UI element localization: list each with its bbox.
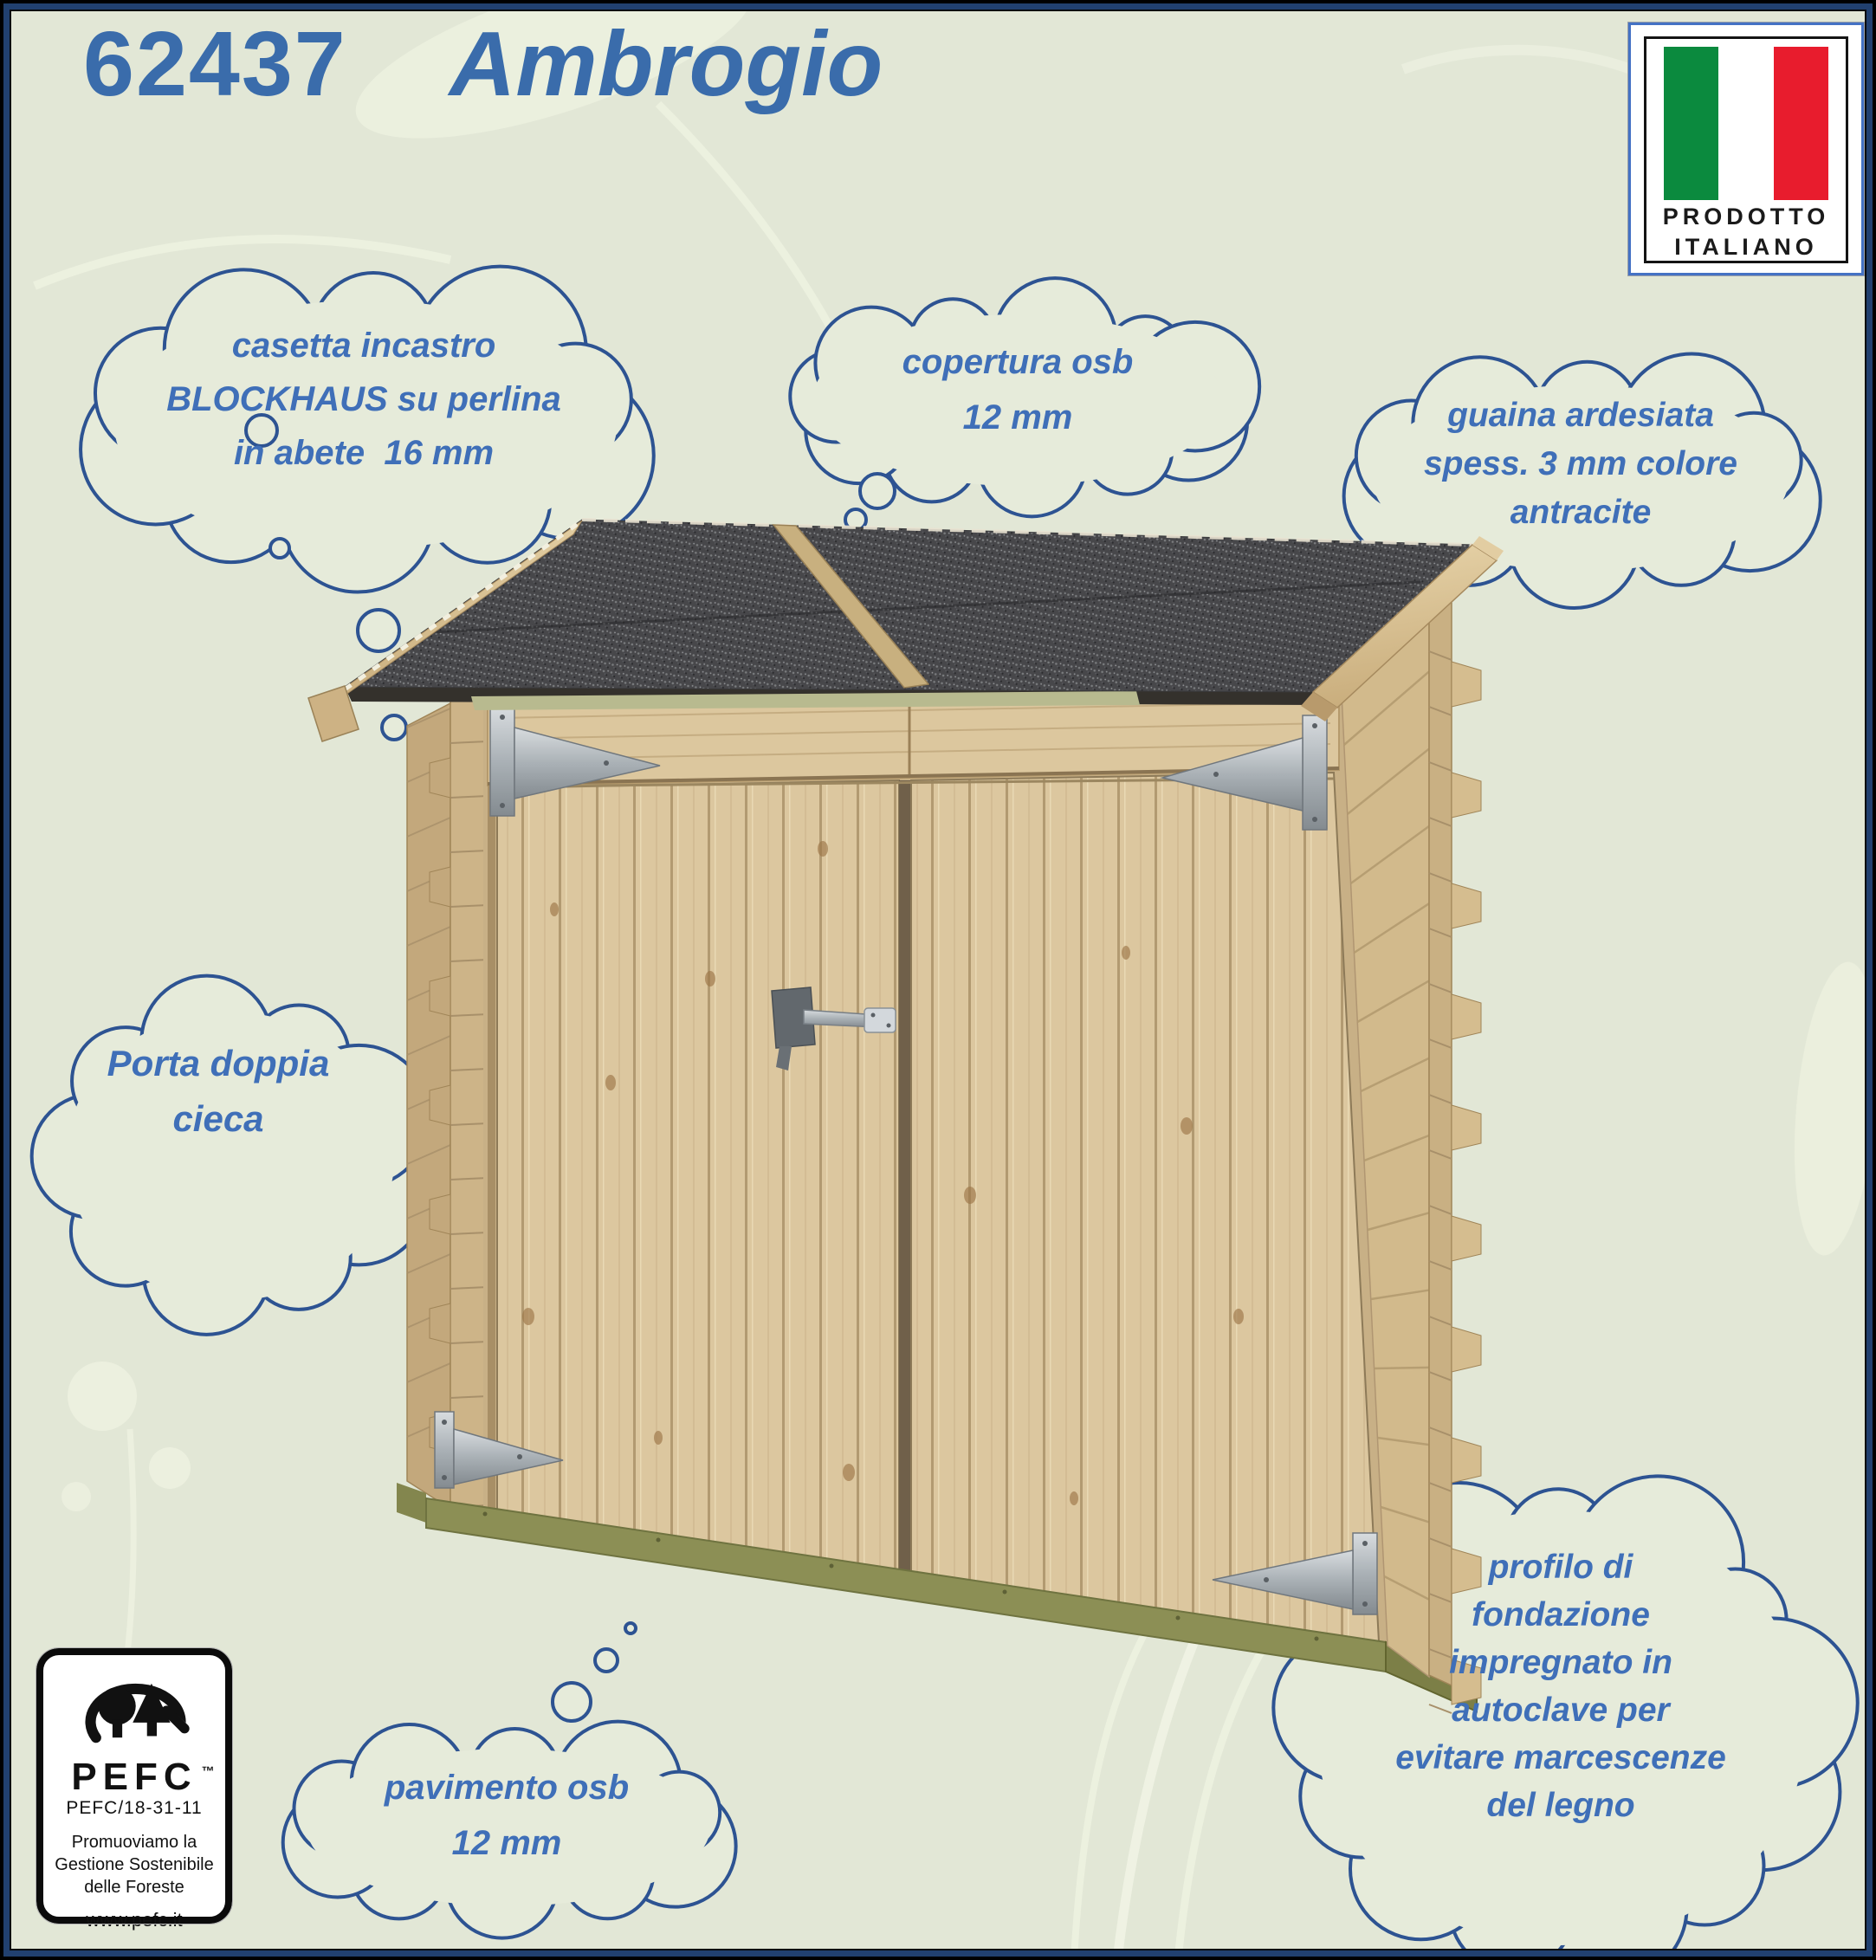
badge-text-line1: PRODOTTO (1662, 204, 1830, 230)
callout-line: casetta incastro (231, 327, 496, 365)
pefc-url: www.pefc.it (86, 1909, 183, 1931)
callout-line: BLOCKHAUS su perlina (166, 380, 561, 418)
callout-guaina (1338, 391, 1823, 537)
callout-copertura (801, 334, 1234, 445)
callout-pavimento (290, 1760, 723, 1871)
flag-green-stripe (1664, 47, 1718, 200)
callout-line: autoclave per (1452, 1692, 1670, 1729)
pefc-certification-label (36, 1648, 232, 1931)
pefc-brand: PEFC ™ (71, 1756, 215, 1798)
callout-line: 12 mm (962, 398, 1073, 437)
callout-line: guaina ardesiata (1447, 397, 1714, 434)
pefc-code: PEFC/18-31-11 (66, 1798, 203, 1818)
callout-line: 12 mm (451, 1824, 562, 1862)
callout-line: cieca (172, 1098, 264, 1139)
callout-porta (19, 1036, 417, 1147)
page-title (83, 12, 883, 117)
callout-line: in abete 16 mm (233, 434, 495, 472)
badge-inner-box (1644, 36, 1848, 263)
callout-line: impregnato in (1449, 1644, 1672, 1681)
callout-line: profilo di (1488, 1549, 1633, 1586)
callout-profilo (1318, 1543, 1803, 1829)
product-code: 62437 (83, 13, 347, 115)
callout-line: Porta doppia (107, 1043, 330, 1083)
pefc-tagline: Promuoviamo la Gestione Sostenibile delle Foreste (55, 1833, 214, 1897)
callout-line: del legno (1486, 1787, 1635, 1824)
flag-red-stripe (1774, 47, 1828, 200)
callout-blockhaus (104, 319, 624, 480)
sheet-canvas (10, 10, 1866, 1950)
callout-line: fondazione (1472, 1596, 1650, 1633)
frame-inner (10, 10, 1866, 1950)
callout-line: evitare marcescenze (1395, 1739, 1726, 1776)
product-name: Ambrogio (449, 13, 883, 115)
callout-line: pavimento osb (384, 1769, 630, 1807)
callout-line: copertura osb (902, 343, 1134, 381)
callout-line: spess. 3 mm colore (1423, 445, 1737, 482)
italian-flag-icon (1664, 47, 1828, 200)
callout-line: antracite (1510, 494, 1652, 531)
pefc-logo-icon (69, 1666, 199, 1756)
badge-text-line2: ITALIANO (1674, 234, 1818, 260)
prodotto-italiano-badge (1628, 23, 1864, 275)
frame-navy (3, 3, 1873, 1957)
flag-white-stripe (1718, 47, 1773, 200)
